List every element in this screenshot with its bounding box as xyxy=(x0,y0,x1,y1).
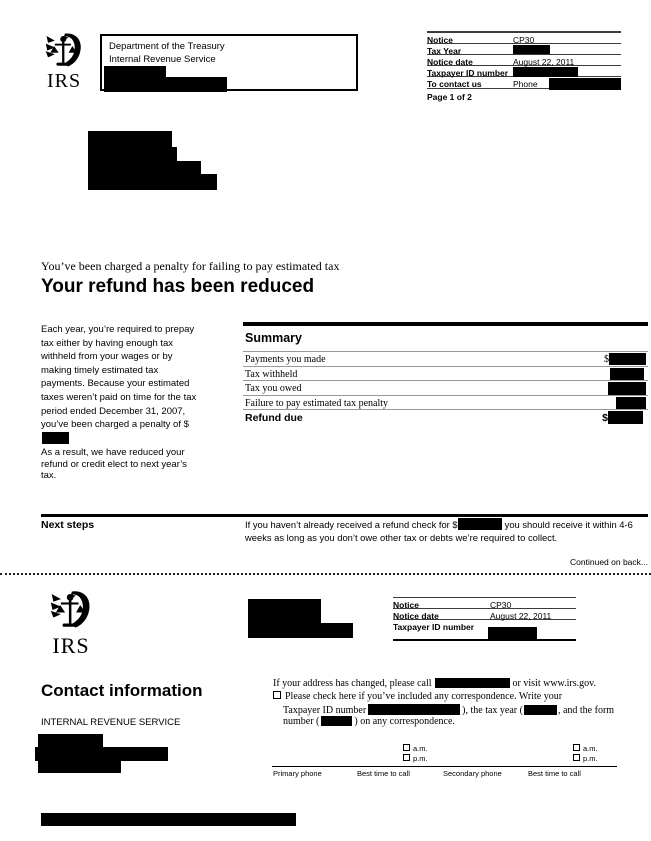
redacted-recipient-address-3 xyxy=(88,161,201,174)
pm-checkbox-icon xyxy=(573,754,580,761)
notice-value: CP30 xyxy=(513,34,535,45)
am-option xyxy=(403,744,428,754)
address-change-text-after: or visit www.irs.gov. xyxy=(512,678,596,689)
best-time-checkboxes-primary xyxy=(403,744,428,763)
summary-row-refund-due xyxy=(243,409,648,424)
summary-row-withheld xyxy=(243,366,648,381)
redacted-bottom-bar xyxy=(41,813,296,826)
pm-option xyxy=(573,754,598,764)
summary-row-label: Payments you made xyxy=(245,354,326,365)
pm-checkbox-icon xyxy=(403,754,410,761)
redacted-page2-block-2 xyxy=(248,623,353,638)
sender-line-2: Internal Revenue Service xyxy=(109,53,216,65)
next-steps-text-after: you should receive it within 4-6 weeks as long as you don’t owe other tax or debts we’re required to collect. xyxy=(245,519,633,543)
notice-value: CP30 xyxy=(490,599,512,610)
address-change-line xyxy=(273,678,596,689)
taxpayer-id-row xyxy=(427,66,621,77)
best-time-label-2: Best time to call xyxy=(528,769,581,778)
am-checkbox-icon xyxy=(573,744,580,751)
redacted-contact-address-1 xyxy=(38,734,103,747)
am-label: a.m. xyxy=(413,744,428,753)
tax-year-label: Tax Year xyxy=(427,45,462,56)
correspondence-checkbox-icon xyxy=(273,691,281,699)
redacted-contact-phone xyxy=(435,678,510,688)
correspondence-line-2-mid: ), the tax year ( xyxy=(462,705,523,716)
summary-row-label: Failure to pay estimated tax penalty xyxy=(245,397,389,409)
next-steps-divider-bar xyxy=(41,514,648,517)
notice-date-label: Notice date xyxy=(393,610,439,621)
notice-info-table-page2 xyxy=(393,597,576,641)
redacted-refund-check-amount xyxy=(458,518,502,530)
correspondence-line-3-after: ) on any correspondence. xyxy=(354,716,455,727)
redacted-tax-year xyxy=(513,45,550,54)
next-steps-text-before: If you haven’t already received a refund check for $ xyxy=(245,519,458,530)
redacted-recipient-address-1 xyxy=(88,131,172,147)
redacted-recipient-address-2 xyxy=(88,147,177,161)
irs-logo-page2 xyxy=(47,588,95,658)
notice-label: Notice xyxy=(393,599,419,610)
page-indicator: Page 1 of 2 xyxy=(427,92,472,102)
correspondence-line-2-before: Taxpayer ID number xyxy=(283,705,367,716)
notice-date-row xyxy=(393,609,576,620)
irs-eagle-icon xyxy=(50,588,92,632)
correspondence-line-1 xyxy=(273,691,562,702)
irs-eagle-icon xyxy=(45,33,83,68)
correspondence-line-3-before: number ( xyxy=(283,716,320,727)
taxpayer-id-label: Taxpayer ID number xyxy=(393,621,475,632)
redacted-phone-number xyxy=(549,78,621,90)
redacted-refund-amount xyxy=(608,411,643,424)
correspondence-line-2 xyxy=(283,704,614,716)
page-title: Your refund has been reduced xyxy=(41,276,315,297)
redacted-taxpayer-id-page2 xyxy=(488,627,537,639)
redacted-owed-amount xyxy=(608,382,646,395)
summary-row-label: Refund due xyxy=(245,412,303,424)
redacted-payments-amount xyxy=(609,353,646,365)
currency-prefix: $ xyxy=(604,354,609,365)
irs-logo-text: IRS xyxy=(46,70,82,92)
next-steps-heading: Next steps xyxy=(41,519,95,531)
am-checkbox-icon xyxy=(403,744,410,751)
body-column xyxy=(41,323,201,482)
secondary-phone-label: Secondary phone xyxy=(443,769,502,778)
taxpayer-id-row xyxy=(393,620,576,641)
contact-row xyxy=(427,77,621,89)
body-paragraph-1 xyxy=(41,323,201,446)
notice-info-table xyxy=(427,31,621,89)
body-paragraph-1-text: Each year, you’re required to prepay tax either by having enough tax withheld from your wages or by making timely estimated tax payments. Because your estimated taxes weren’t paid on time for the tax period ended December 31, 2007, you’ve been charged a penalty of $ xyxy=(41,324,197,431)
contact-value: Phone xyxy=(513,78,538,89)
address-change-text-before: If your address has changed, please call xyxy=(273,678,432,689)
contact-information-heading: Contact information xyxy=(41,681,203,700)
tax-year-row xyxy=(427,44,621,55)
next-steps-text xyxy=(245,518,649,544)
notice-date-value: August 22, 2011 xyxy=(513,56,575,67)
best-time-checkboxes-secondary xyxy=(573,744,598,763)
redacted-taxpayer-id xyxy=(513,67,578,77)
correspondence-line-1-text: Please check here if you’ve included any correspondence. Write your xyxy=(285,691,563,702)
phone-write-line xyxy=(272,766,617,767)
redacted-sender-address-1 xyxy=(104,66,166,77)
summary-row-label: Tax you owed xyxy=(245,383,302,394)
currency-prefix: $ xyxy=(602,412,608,424)
redacted-withheld-amount xyxy=(610,368,644,381)
best-time-label-1: Best time to call xyxy=(357,769,410,778)
redacted-contact-address-2 xyxy=(35,747,168,761)
taxpayer-id-label: Taxpayer ID number xyxy=(427,67,509,78)
summary-row-penalty xyxy=(243,395,648,410)
redacted-contact-address-3 xyxy=(38,761,121,773)
redacted-correspondence-form-number xyxy=(321,716,352,726)
redacted-sender-address-2 xyxy=(104,77,227,92)
redacted-penalty-amount xyxy=(42,432,69,444)
notice-row xyxy=(393,598,576,609)
summary-row-label: Tax withheld xyxy=(245,368,298,380)
pm-option xyxy=(403,754,428,764)
notice-date-value: August 22, 2011 xyxy=(490,610,552,621)
correspondence-line-2-after: , and the form xyxy=(557,705,615,716)
pm-label: p.m. xyxy=(413,753,428,763)
am-label: a.m. xyxy=(583,744,598,753)
irs-logo-text: IRS xyxy=(52,633,90,658)
agency-name: INTERNAL REVENUE SERVICE xyxy=(41,717,181,728)
irs-logo xyxy=(41,33,87,90)
notice-row xyxy=(427,33,621,44)
notice-subtitle: You’ve been charged a penalty for failing to pay estimated tax xyxy=(41,259,340,273)
redacted-recipient-address-4 xyxy=(88,174,217,190)
redacted-page2-block-1 xyxy=(248,599,321,623)
summary-row-owed xyxy=(243,380,648,395)
body-paragraph-2: As a result, we have reduced your refund or credit elect to next year’s tax. xyxy=(41,447,187,482)
am-option xyxy=(573,744,598,754)
summary-row-payments xyxy=(243,351,648,366)
sender-line-1: Department of the Treasury xyxy=(109,41,225,52)
correspondence-line-3 xyxy=(283,716,455,727)
notice-date-label: Notice date xyxy=(427,56,473,67)
perforation-dotted-line xyxy=(0,573,651,575)
redacted-correspondence-taxpayer-id xyxy=(368,704,460,715)
primary-phone-label: Primary phone xyxy=(273,769,322,778)
notice-label: Notice xyxy=(427,34,453,45)
summary-title: Summary xyxy=(245,331,302,345)
contact-label: To contact us xyxy=(427,78,482,89)
redacted-penalty-row-amount xyxy=(616,397,646,410)
summary-table xyxy=(243,322,648,424)
pm-label: p.m. xyxy=(583,753,598,763)
continued-on-back: Continued on back... xyxy=(570,557,648,567)
notice-date-row xyxy=(427,55,621,66)
redacted-correspondence-tax-year xyxy=(524,705,557,715)
